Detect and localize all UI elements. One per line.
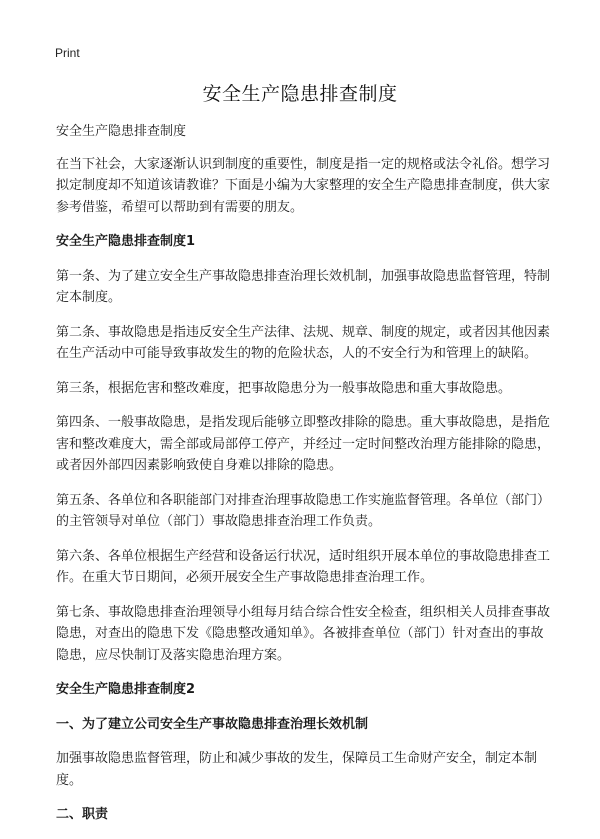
- document-subtitle: 安全生产隐患排查制度: [56, 124, 187, 139]
- article-4: 第四条、一般事故隐患，是指发现后能够立即整改排除的隐患。重大事故隐患，是指危害和整改难度大，需全部或局部停工停产，并经过一定时间整改治理方能排除的隐患，或者因外部四因素影响致使自身难以排除的隐患。: [56, 415, 551, 473]
- subsection-paragraph-1: 加强事故隐患监督管理，防止和减少事故的发生，保障员工生命财产安全，制定本制度。: [56, 751, 538, 788]
- article-2: 第二条、事故隐患是指违反安全生产法律、法规、规章、制度的规定，或者因其他因素在生产活动中可能导致事故发生的物的危险状态，人的不安全行为和管理上的缺陷。: [56, 324, 551, 361]
- article-7: 第七条、事故隐患排查治理领导小组每月结合综合性安全检查，组织相关人员排查事故隐患，对查出的隐患下发《隐患整改通知单》。各被排查单位（部门）针对查出的事故隐患，应尽快制订及落实隐患治理方案。: [56, 604, 551, 663]
- article-5: 第五条、各单位和各职能部门对排查治理事故隐患工作实施监督管理。各单位（部门）的主管领导对单位（部门）事故隐患排查治理工作负责。: [56, 492, 551, 529]
- print-link[interactable]: Print: [55, 46, 80, 60]
- subsection-heading-2: 二、职责: [56, 807, 109, 822]
- intro-paragraph: 在当下社会，大家逐渐认识到制度的重要性，制度是指一定的规格或法令礼俗。想学习拟定制度却不知道该请教谁？下面是小编为大家整理的安全生产隐患排查制度，供大家参考借鉴，希望可以帮助到有需要的朋友。: [56, 156, 551, 215]
- section-heading-1: 安全生产隐患排查制度1: [56, 234, 196, 249]
- subsection-heading-1: 一、为了建立公司安全生产事故隐患排查治理长效机制: [56, 716, 369, 732]
- section-heading-2: 安全生产隐患排查制度2: [56, 682, 196, 697]
- page-title: 安全生产隐患排查制度: [202, 83, 398, 105]
- document-body: [56, 121, 550, 839]
- article-6: 第六条、各单位根据生产经营和设备运行状况，适时组织开展本单位的事故隐患排查工作。在重大节日期间，必须开展安全生产事故隐患排查治理工作。: [56, 548, 551, 585]
- article-3: 第三条，根据危害和整改难度，把事故隐患分为一般事故隐患和重大事故隐患。: [56, 380, 512, 396]
- article-1: 第一条、为了建立安全生产事故隐患排查治理长效机制，加强事故隐患监督管理，特制定本制度。: [56, 268, 551, 305]
